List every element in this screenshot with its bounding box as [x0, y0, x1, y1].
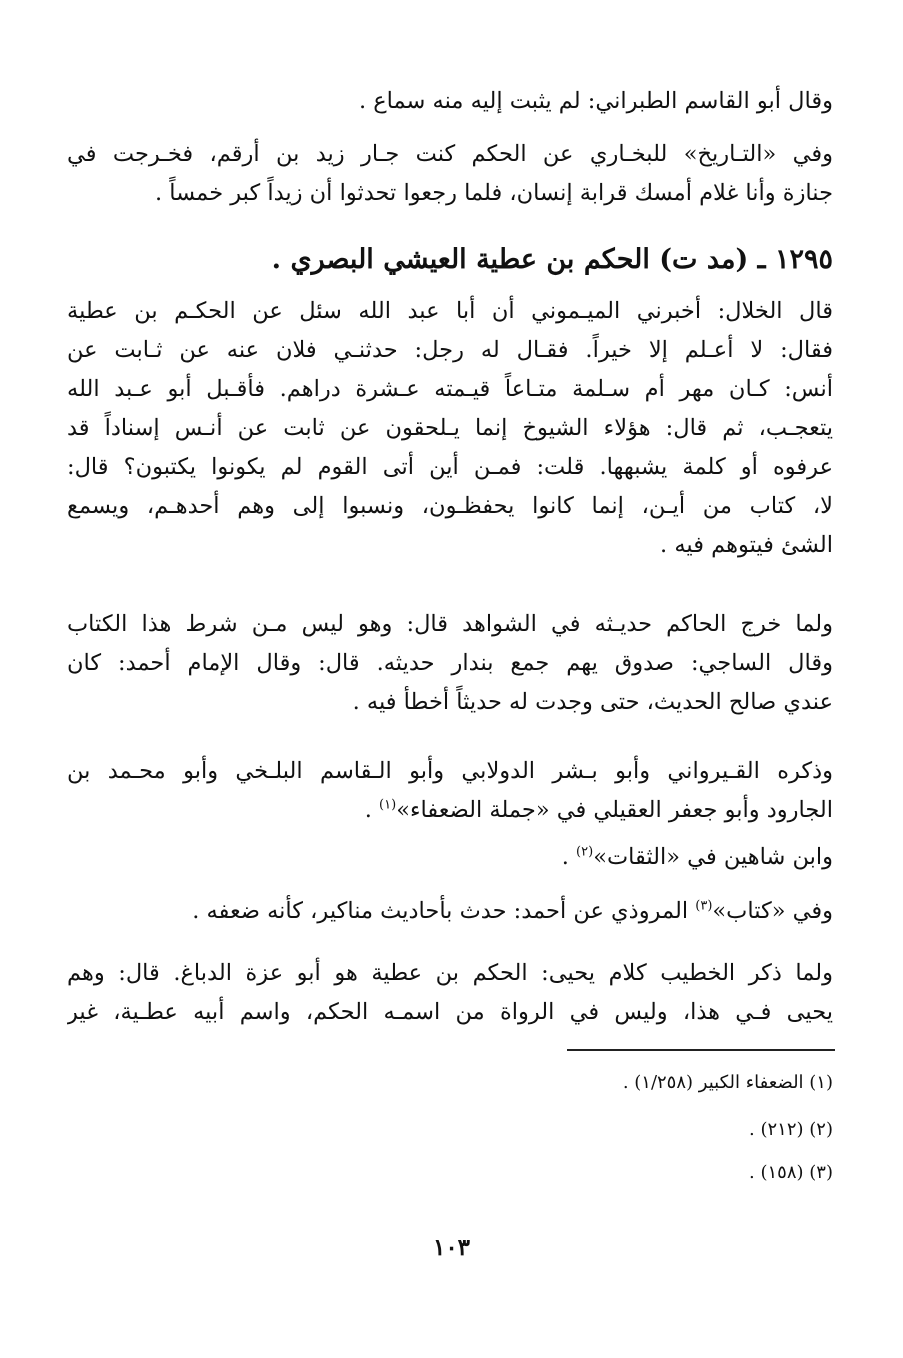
text-line: عرفوه أو كلمة يشبهها. قلت: فمـن أين أتى القوم لم يكونوا يكتبون؟ قال:	[67, 454, 833, 480]
paragraph-7	[67, 892, 833, 931]
paragraph-4	[67, 605, 833, 722]
text-line: قال الخلال: أخبرني الميـموني أن أبا عبد الله سئل عن الحكـم بن عطية	[67, 298, 833, 324]
paragraph-3	[67, 292, 833, 565]
footnote-1: (١) الضعفاء الكبير (١/٢٥٨) .	[622, 1072, 833, 1093]
text-line: وفي «التـاريخ» للبخـاري عن الحكم كنت جـار زيد بن أرقم، فخـرجت في	[67, 141, 833, 167]
footnote-ref-1[interactable]: (١)	[379, 797, 397, 813]
text-run: وفي «كتاب»	[712, 898, 833, 924]
paragraph-5	[67, 752, 833, 830]
paragraph-1	[67, 82, 833, 121]
entry-title: ١٢٩٥ ـ (مد ت) الحكم بن عطية العيشي البصري .	[271, 244, 833, 275]
text-line	[67, 791, 833, 830]
text-line: الشئ فيتوهم فيه .	[660, 532, 833, 558]
footnote-3: (٣) (١٥٨) .	[749, 1162, 833, 1183]
text-run: .	[561, 844, 577, 870]
footnote-2: (٢) (٢١٢) .	[749, 1119, 833, 1140]
page-number: ١٠٣	[432, 1234, 471, 1261]
text-line: يحيى فـي هذا، وليس في الرواة من اسمـه الحكم، واسم أبيه عطـية، غير	[67, 999, 833, 1025]
text-run: المروذي عن أحمد: حدث بأحاديث مناكير، كأنه ضعفه .	[192, 898, 696, 924]
text-line: وذكره القـيرواني وأبو بـشر الدولابي وأبو الـقاسم البلـخي وأبو محـمد بن	[67, 758, 833, 784]
text-line	[67, 892, 833, 931]
text-line: جنازة وأنا غلام أمسك قرابة إنسان، فلما رجعوا تحدثوا أن زيداً كبر خمساً .	[154, 180, 833, 206]
text-line: ولما ذكر الخطيب كلام يحيى: الحكم بن عطية هو أبو عزة الدباغ. قال: وهم	[67, 960, 833, 986]
footnote-ref-3[interactable]: (٣)	[695, 898, 713, 914]
text-line: وقال أبو القاسم الطبراني: لم يثبت إليه منه سماع .	[358, 88, 833, 114]
text-line: عندي صالح الحديث، حتى وجدت له حديثاً أخطأ فيه .	[352, 689, 833, 715]
entry-heading	[67, 238, 833, 282]
paragraph-2	[67, 135, 833, 213]
footnote-separator	[567, 1049, 835, 1051]
text-line	[67, 838, 833, 877]
text-line: فقال: لا أعـلم إلا خيراً. فقـال له رجل: حدثنـي فلان عنه عن ثـابت عن	[67, 337, 833, 363]
text-run: وابن شاهين في «الثقات»	[593, 844, 833, 870]
text-run: .	[364, 797, 380, 823]
footnote-ref-2[interactable]: (٢)	[576, 844, 594, 860]
text-run: الجارود وأبو جعفر العقيلي في «جملة الضعفاء»	[396, 797, 833, 823]
text-line: وقال الساجي: صدوق يهم جمع بندار حديثه. قال: وقال الإمام أحمد: كان	[67, 650, 833, 676]
text-line: لا، كتاب من أيـن، إنما كانوا يحفظـون، ونسبوا إلى وهم أحدهـم، ويسمع	[67, 493, 833, 519]
paragraph-8	[67, 954, 833, 1032]
paragraph-6	[67, 838, 833, 877]
text-line: أنس: كـان مهر أم سـلمة متـاعاً قيـمته عـشرة دراهم. فأقـبل أبو عـبد الله	[67, 376, 833, 402]
text-line: ولما خرج الحاكم حديـثه في الشواهد قال: وهو ليس مـن شرط هذا الكتاب	[67, 611, 833, 637]
text-line: يتعجـب، ثم قال: هؤلاء الشيوخ إنما يـلحقون عن ثابت عن أنـس إسناداً قد	[67, 415, 833, 441]
